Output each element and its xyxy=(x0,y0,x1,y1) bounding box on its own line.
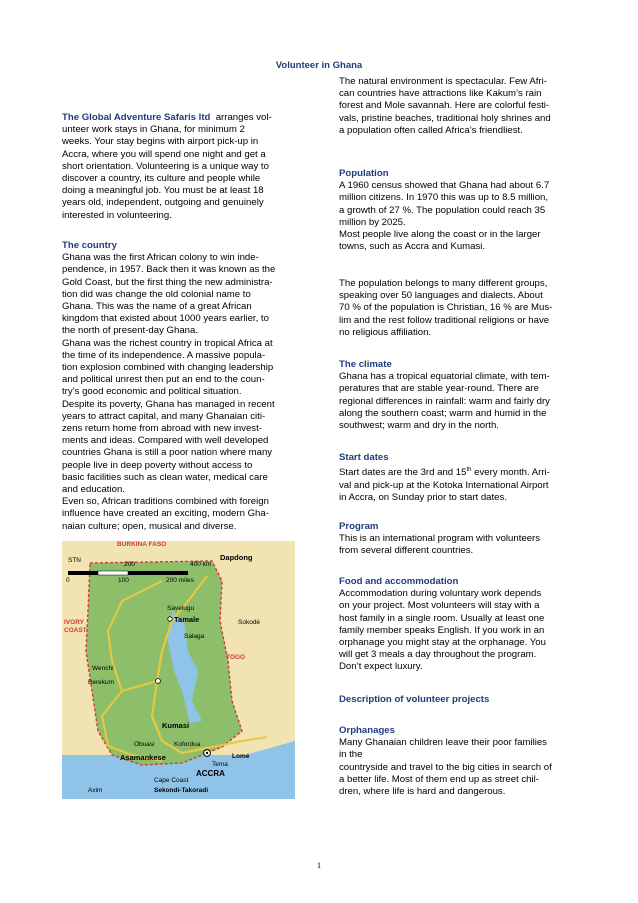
nature-section xyxy=(339,76,579,137)
map-label-burkina: BURKINA FASO xyxy=(117,541,167,548)
map-label-salaga: Salaga xyxy=(184,633,205,640)
country-heading: The country xyxy=(62,240,117,251)
food-heading: Food and accommodation xyxy=(339,576,459,587)
city-kumasi xyxy=(156,679,161,684)
map-label-100: 100 xyxy=(118,577,129,584)
left-column xyxy=(62,112,302,222)
map-label-savelugu: Savelugu xyxy=(167,605,195,612)
burkina-band xyxy=(62,541,295,551)
start-dates-paragraph: Start dates are the 3rd and 15th every month. Arri- val and pick-up at the Kotoka International Airport in Accra, on Sunday prior to start dates. xyxy=(339,467,550,503)
climate-heading: The climate xyxy=(339,359,392,370)
map-label-stn: STN xyxy=(68,557,81,564)
orphanages-heading: Orphanages xyxy=(339,725,395,736)
program-heading: Program xyxy=(339,521,379,532)
food-paragraph: Accommodation during voluntary work depends on your project. Most volunteers will stay with a host family in a single room. Usually at least one family member speaks English. If you work in an orphanage you might stay at the orphanage. You will get 3 meals a day throughout the program. Don’t expect luxury. xyxy=(339,588,546,673)
map-label-coast: COAST xyxy=(64,627,87,634)
map-label-0: 0 xyxy=(66,577,70,584)
map-label-tamale: Tamale xyxy=(174,615,200,624)
scale-bar-seg2 xyxy=(98,571,128,575)
map-label-capecoast: Cape Coast xyxy=(154,777,189,784)
map-label-tema: Tema xyxy=(212,761,228,768)
map-label-200: 200 xyxy=(124,561,135,568)
description-section xyxy=(339,694,579,706)
map-label-axim: Axim xyxy=(88,787,103,794)
nature-paragraph: The natural environment is spectacular. Few Afri- can countries have attractions like Kakum’s rain forest and Mole savannah. Here are colorful festi- vals, pristine beaches, traditional holy shrines and a population often called Africa’s friendliest. xyxy=(339,76,551,136)
country-section xyxy=(62,240,302,533)
scale-bar-seg3 xyxy=(128,571,188,575)
map-label-accra: ACCRA xyxy=(196,769,225,778)
climate-section xyxy=(339,359,579,432)
map-label-asamankese: Asamankese xyxy=(120,753,166,762)
map-label-togo: TOGO xyxy=(226,654,246,661)
program-paragraph: This is an international program with volunteers from several different countries. xyxy=(339,533,541,557)
groups-section xyxy=(339,278,579,339)
map-label-kumasi: Kumasi xyxy=(162,721,190,730)
map-label-kofordua: Kofordua xyxy=(174,741,201,748)
map-label-obuasi: Obuasi xyxy=(134,741,155,748)
map-label-dapdong: Dapdong xyxy=(220,553,253,562)
city-tamale xyxy=(168,617,172,621)
food-section xyxy=(339,576,579,674)
intro-company-name: The Global Adventure Safaris ltd xyxy=(62,112,211,123)
map-label-ivory: IVORY xyxy=(64,619,84,626)
country-paragraph: Ghana was the first African colony to win inde- pendence, in 1957. Back then it was known as the Gold Coast, but the first thing the new administra- tion did was change the old colonial name to Ghana. This was the name of a great African kingdom that existed about 1000 years earlier, to the north of present-day Ghana. Ghana was the richest country in tropical Africa at the time of its independence. A massive popula- tion explosion combined with changing leadership and political unrest then put an end to the coun- try’s good economic and political situation. Despite its poverty, Ghana has managed in recent years to attract capital, and many Ghanaian citi- zens return home from abroad with new invest- ments and ideas. Compared with well developed countries Ghana is still a poor nation where many people live in deep poverty without access to basic facilities such as clean water, medical care and education. Even so, African traditions combined with foreign influence have created an exciting, modern Gha- naian culture; open, musical and diverse. xyxy=(62,252,276,532)
program-section xyxy=(339,521,579,558)
orphanages-paragraph: Many Ghanaian children leave their poor families in the countryside and travel to the big cities in search of a better life. Most of them end up as street chil- dren, where life is hard and dangerous. xyxy=(339,737,552,798)
page-title: Volunteer in Ghana xyxy=(275,60,363,71)
ghana-map xyxy=(62,541,295,799)
ghana-territory xyxy=(86,561,242,765)
population-paragraph: A 1960 census showed that Ghana had about 6.7 million citizens. In 1970 this was up to 8.5 million, a growth of 27 %. The population could reach 35 million by 2025. Most people live along the coast or in the larger towns, such as Accra and Kumasi. xyxy=(339,180,550,253)
map-label-lome: Lomé xyxy=(232,753,250,760)
map-label-200miles: 200 miles xyxy=(166,577,194,584)
population-section xyxy=(339,168,579,253)
scale-bar-seg1 xyxy=(68,571,98,575)
start-dates-section xyxy=(339,452,579,504)
map-label-berekum: Berekum xyxy=(88,679,115,686)
population-heading: Population xyxy=(339,168,389,179)
city-accra-center xyxy=(206,752,208,754)
start-dates-heading: Start dates xyxy=(339,452,389,463)
orphanages-section xyxy=(339,725,579,798)
map-label-400km: 400 km xyxy=(190,561,212,568)
map-label-sokode: Sokodé xyxy=(238,619,261,626)
intro-paragraph: The Global Adventure Safaris ltd arranges vol- unteer work stays in Ghana, for minimum 2 weeks. Your stay begins with airport pick-up in Accra, where you will spend one night and get a short orientation. Volunteering is a unique way to discover a country, its culture and people while doing a meaningful job. You must be at least 18 years old, independent, outgoing and genuinely interested in volunteering. xyxy=(62,112,272,221)
groups-paragraph: The population belongs to many different groups, speaking over 50 languages and dialects. About 70 % of the population is Christian, 16 % are Mus- lim and the rest follow traditional religions or have no religious affiliation. xyxy=(339,278,553,338)
page-number: 1 xyxy=(316,860,322,870)
climate-paragraph: Ghana has a tropical equatorial climate, with tem- peratures that are stable year-round. There are regional differences in rainfall: warm and fairly dry along the southern coast; warm and humid in the southwest; warm and dry in the north. xyxy=(339,371,550,432)
map-label-wenchi: Wenchi xyxy=(92,665,114,672)
map-label-sekondi: Sekondi-Takoradi xyxy=(154,787,209,794)
description-heading: Description of volunteer projects xyxy=(339,694,490,705)
